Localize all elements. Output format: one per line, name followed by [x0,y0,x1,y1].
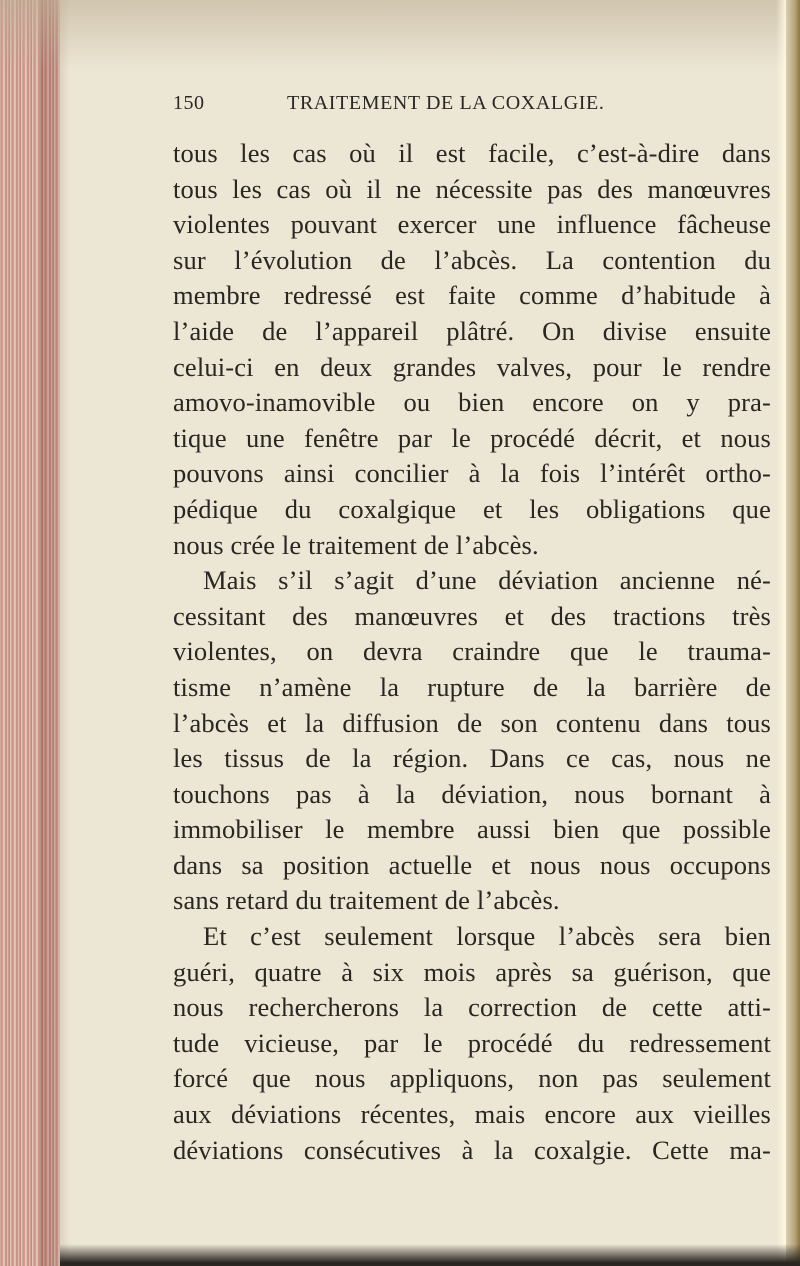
text-line: l’aide de l’appareil plâtré. On divise ensuite [173,315,771,346]
page-right-edge-highlight [776,0,786,1266]
text-line: nous crée le traitement de l’abcès. [173,529,539,560]
text-line: déviations consécutives à la coxalgie. Cette ma- [173,1134,771,1165]
top-shadow [0,0,800,70]
text-line: tique une fenêtre par le procédé décrit, et nous [173,422,771,453]
body-text [173,136,771,1168]
text-line: immobiliser le membre aussi bien que possible [173,814,771,845]
text-line: guéri, quatre à six mois après sa guérison, que [173,956,771,987]
text-line: pédique du coxalgique et les obligations que [173,493,771,524]
text-line: tisme n’amène la rupture de la barrière de [173,671,771,702]
text-line: tous les cas où il ne nécessite pas des manœuvres [173,173,771,204]
text-line: aux déviations récentes, mais encore aux vieilles [173,1099,771,1130]
text-line: nous rechercherons la correction de cette atti- [173,992,771,1023]
page-right-edge [786,0,800,1266]
text-line: violentes, on devra craindre que le trauma- [173,636,771,667]
text-line: cessitant des manœuvres et des tractions très [173,600,771,631]
text-line: l’abcès et la diffusion de son contenu dans tous [173,707,771,738]
running-header [173,92,763,122]
text-line: Mais s’il s’agit d’une déviation ancienne né- [203,565,771,596]
text-line: membre redressé est faite comme d’habitude à [173,280,771,311]
text-line: celui-ci en deux grandes valves, pour le rendre [173,351,771,382]
text-line: les tissus de la région. Dans ce cas, nous ne [173,743,771,774]
text-line: Et c’est seulement lorsque l’abcès sera bien [203,921,771,952]
text-line: sur l’évolution de l’abcès. La contention du [173,244,771,275]
text-line: pouvons ainsi concilier à la fois l’intérêt ortho- [173,458,771,489]
text-line: tude vicieuse, par le procédé du redressement [173,1027,771,1058]
page-bottom-edge [60,1244,800,1266]
text-line: tous les cas où il est facile, c’est-à-dire dans [173,138,771,168]
text-line: amovo-inamovible ou bien encore on y pra- [173,387,771,418]
running-title: TRAITEMENT DE LA COXALGIE. [287,92,605,114]
page-number: 150 [173,92,205,114]
text-line: violentes pouvant exercer une influence fâcheuse [173,209,771,240]
text-line: touchons pas à la déviation, nous bornant à [173,778,771,809]
binding-shadow [40,0,70,1266]
text-line: dans sa position actuelle et nous nous occupons [173,849,771,880]
text-line: forcé que nous appliquons, non pas seulement [173,1063,771,1094]
text-line: sans retard du traitement de l’abcès. [173,885,560,916]
